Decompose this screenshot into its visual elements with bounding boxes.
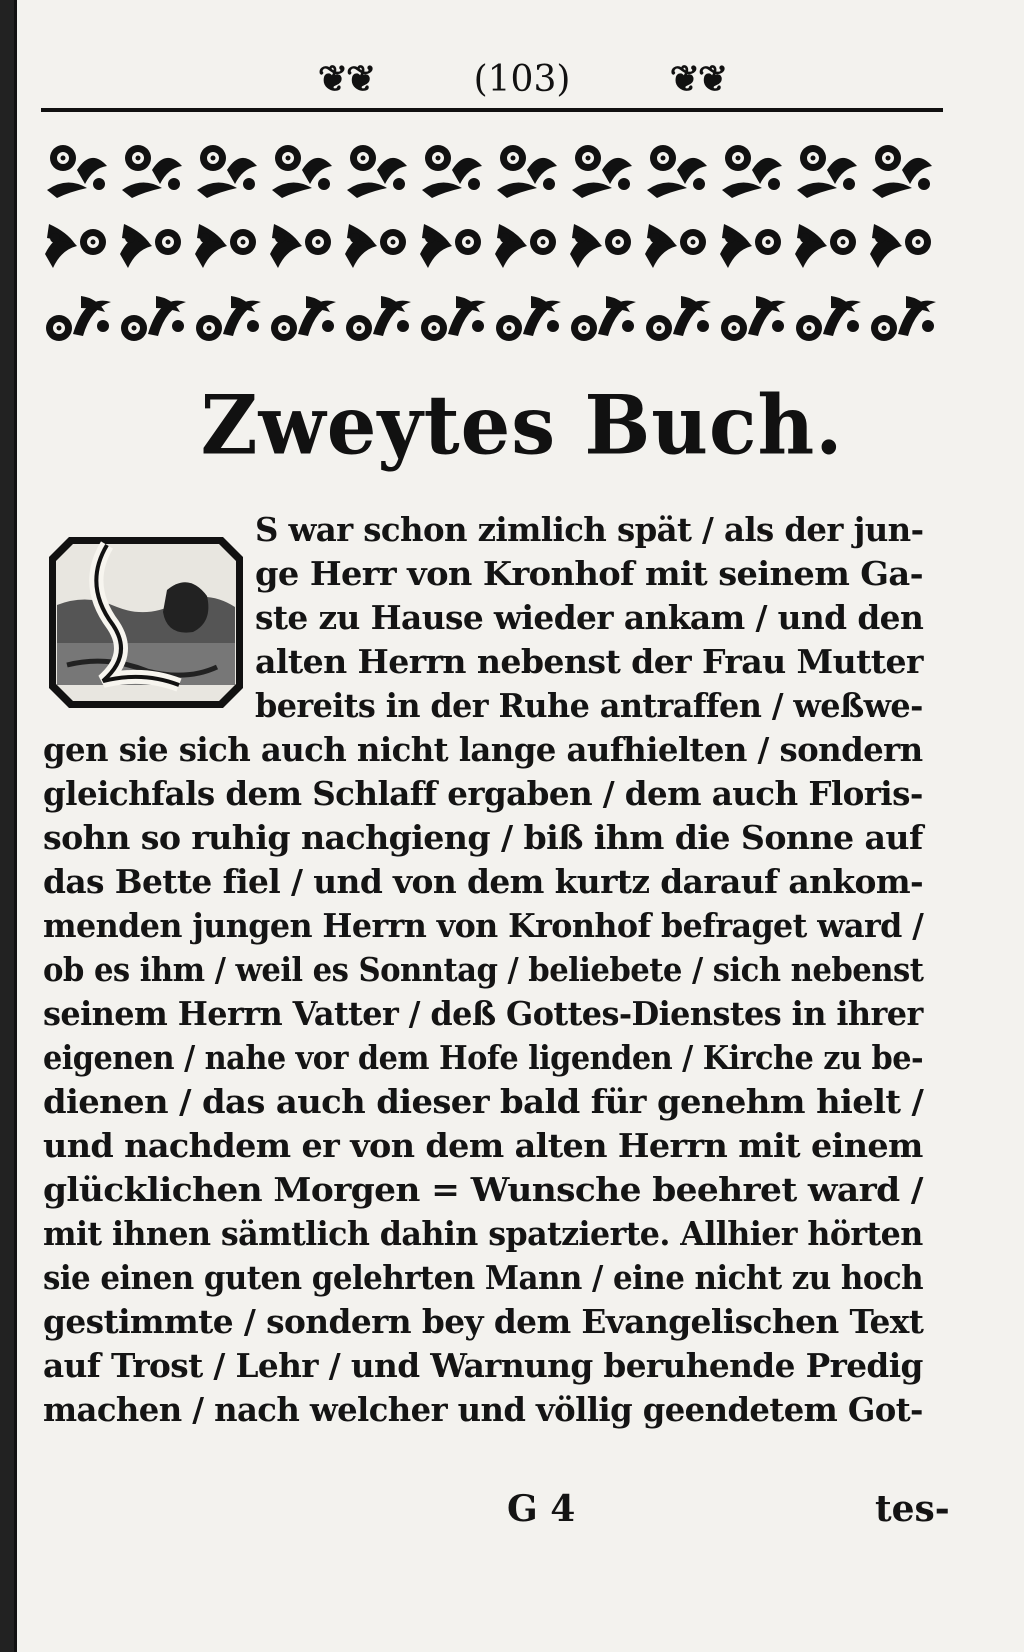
text-line: auf Trost / Lehr / und Warnung beruhende Predig — [43, 1346, 923, 1385]
text-line: bereits in der Ruhe antraffen / weßwe- — [255, 686, 923, 725]
text-line: das Bette fiel / und von dem kurtz darauf ankom- — [43, 862, 924, 901]
header-ornament-right: ❦❦ — [669, 58, 727, 100]
text-line: sie einen guten gelehrten Mann / eine nicht zu hoch — [43, 1258, 924, 1297]
text-line: sohn so ruhig nachgieng / biß ihm die Sonne auf — [43, 818, 923, 857]
text-line: ste zu Hause wieder ankam / und den — [255, 598, 924, 637]
catchword: tes- — [875, 1488, 950, 1530]
text-line: dienen / das auch dieser bald für genehm hielt / — [43, 1082, 924, 1121]
page-number: (103) — [473, 59, 571, 100]
text-line: eigenen / nahe vor dem Hofe ligenden / Kirche zu be- — [43, 1038, 924, 1077]
text-line: glücklichen Morgen = Wunsche beehret ward / — [43, 1170, 923, 1209]
text-line: gestimmte / sondern bey dem Evangelischen Text — [43, 1302, 924, 1341]
text-line: menden jungen Herrn von Kronhof befraget ward / — [43, 906, 924, 945]
text-line: machen / nach welcher und völlig geendetem Got- — [43, 1390, 923, 1429]
text-line: S war schon zimlich spät / als der jun- — [255, 510, 924, 549]
header-ornament-left: ❦❦ — [317, 58, 375, 100]
body-text — [17, 0, 1024, 1652]
text-line: gen sie sich auch nicht lange aufhielten / sondern — [43, 730, 923, 769]
book-page — [14, 0, 1024, 1652]
text-line: alten Herrn nebenst der Frau Mutter — [255, 642, 923, 681]
text-line: und nachdem er von dem alten Herrn mit einem — [43, 1126, 923, 1165]
text-line: seinem Herrn Vatter / deß Gottes-Dienstes in ihrer — [43, 994, 923, 1033]
text-line: mit ihnen sämtlich dahin spatzierte. Allhier hörten — [43, 1214, 923, 1253]
text-line: gleichfals dem Schlaff ergaben / dem auch Floris- — [43, 774, 923, 813]
text-line: ge Herr von Kronhof mit seinem Ga- — [255, 554, 923, 593]
text-line: ob es ihm / weil es Sonntag / beliebete / sich nebenst — [43, 950, 924, 989]
signature-mark: G 4 — [507, 1488, 576, 1530]
book-title: Zweytes Buch. — [200, 377, 844, 474]
